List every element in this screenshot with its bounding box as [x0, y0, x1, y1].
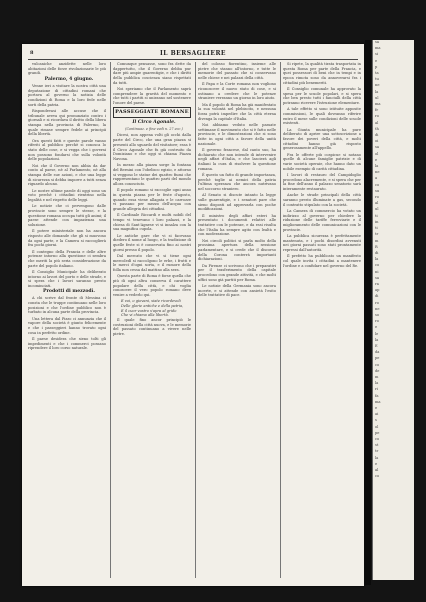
strip-line: ro — [375, 195, 379, 200]
paragraph: Il Cardinale Riccardi e molti nobili del tempo vi tenevano i loro palazzi, e la chiesa di Sant'Agnese vi si innalza con la sua magnifica cupola. — [113, 213, 191, 232]
masthead-title: IL BERSAGLIERE — [159, 50, 226, 57]
paragraph: A tale effetto si sono istituite apposite commissioni, le quali dovranno riferire entro il mese sulle condizioni delle scuole esistenti. — [283, 107, 361, 126]
newspaper-page — [22, 44, 364, 586]
strip-line: le — [375, 331, 379, 336]
strip-line: tu — [375, 77, 379, 82]
strip-line: sa — [375, 145, 379, 150]
strip-line: la — [375, 164, 379, 169]
strip-line: ap — [375, 288, 380, 293]
strip-line: co — [375, 437, 380, 441]
paragraph: Le nostre ultime parole di oggi sono un voto perchè i cittadini rientrino nella legalità e nel rispetto delle leggi. — [28, 188, 106, 202]
strip-line: ti — [375, 226, 378, 231]
strip-line: ro — [375, 319, 379, 324]
strip-line: m — [375, 374, 379, 379]
adjacent-page-strip — [372, 40, 414, 580]
paragraph: Venne ieri a visitare la nostra città una deputazione di cittadini romani che portava al governo la notizia delle condizioni di Roma e la loro fede nelle sorti della patria. — [28, 83, 106, 107]
paragraph: Dicesi, non appena volti gli occhi dalla parte del Circo, che una gran piazza si presenti allo sguardo del visitatore; essa è il Circo Agonale che fu già costruito da Domiziano e che oggi si chiama Piazza Navona. — [113, 133, 191, 161]
strip-text — [372, 40, 414, 479]
column-3 — [198, 62, 276, 578]
strip-line: ne — [375, 83, 380, 88]
strip-line: ta — [375, 71, 379, 76]
strip-line: sa — [375, 40, 379, 44]
strip-line: ul — [375, 207, 379, 212]
strip-line: tr — [375, 232, 379, 237]
paragraph: Il potere ministeriale non ha ancora risposto alle domande che gli si muovono da ogni parte, e la Camera si raccoglierà fra pochi giorni. — [28, 229, 106, 248]
strip-line: p — [375, 64, 378, 69]
strip-line: la — [375, 455, 379, 460]
paragraph: Dal mercato che vi si tiene ogni mercoledì si raccolgono le erbe, i frutti e le merci d'ogni sorta, e il rumore della folla non cessa dal mattino alla sera. — [113, 253, 191, 272]
strip-line: co — [375, 263, 380, 268]
verse-line: E il cuor vostro s'apra al grido — [121, 308, 177, 313]
strip-line: ol — [375, 151, 379, 156]
strip-line: la — [375, 89, 379, 94]
paragraph: Le notizie che ci pervengono dalle provincie sono sempre le stesse, e la questione romana occupa tutti gli animi; il paese attende con impazienza una soluzione. — [28, 204, 106, 227]
paragraph: Il Consiglio Municipale ha deliberato intorno ai lavori del porto e delle strade, e si spera che i lavori saranno presto incominciati. — [28, 269, 106, 288]
strip-line: di — [375, 294, 379, 299]
paragraph: Rispondevasi alle accuse che il tribunale aveva qui pronunziato contro i giornali e si ricordava il diritto della libera stampa nella provincia di Palermo, la quale rimase sempre fedele ai principii della libertà. — [28, 108, 106, 137]
paragraph: Noi abbiamo veduto nelle passate settimane il movimento che si è fatto nelle provincie, e le dimostrazioni che si sono fatte in ogni città a favore della unità nazionale. — [198, 122, 276, 146]
strip-line: ne — [375, 170, 380, 175]
strip-line: tr — [375, 449, 379, 454]
paragraph: Noi speriamo che il Parlamento saprà comprendere la gravità del momento e che tutti i partiti si uniranno nel sostenere l'onore del paese. — [113, 87, 191, 106]
strip-line: si — [375, 52, 378, 57]
strip-line: so — [375, 312, 380, 317]
paragraph: È questo un fatto di grande importanza, perchè toglie ai nemici della patria l'ultima speranza che ancora nutrivano nel soccorso straniero. — [198, 172, 276, 192]
article-subhead: Il Circo Agonale. — [132, 120, 176, 126]
strip-line: pe — [375, 430, 380, 435]
paragraph: Il quale fino ancor principiò le costruzioni della città nuova, e le memorie del passato continuano a vivere nelle pietre. — [113, 317, 191, 337]
strip-line: di — [375, 133, 379, 138]
column-4 — [283, 62, 361, 578]
strip-line: ma — [375, 46, 381, 51]
paragraph: Noi che il Governo non abbia da dar conto al paese, nè al Parlamento, nè alla stampa delle sue azioni, e che una legge di sicurezza si debba imporre a tutti senza riguardo alcuno. — [28, 163, 106, 187]
strip-line: in — [375, 219, 379, 224]
strip-line: ti — [375, 213, 378, 218]
strip-line: ro — [375, 114, 379, 119]
paragraph: Nei circoli politici si parla molto della prossima apertura della sessione parlamentare, e si crede che il discorso della Corona conterrà importanti dichiarazioni. — [198, 238, 276, 262]
verse-line: Delle glorie antiche e della patria, — [121, 303, 184, 308]
paragraph: Il Consiglio comunale ha approvato la spesa per le scuole popolari, e si spera che ben presto tutti i fanciulli della città potranno ricevere l'istruzione elementare. — [283, 87, 361, 106]
paragraph: del colosso fiorentino, insieme alle pietre che stanno all'intorno, e tutte le memorie del passato che si conservano nelle chiese e nei palazzi della città. — [198, 62, 276, 81]
article-heading: Prodotti di mezzodì. — [43, 289, 95, 295]
paragraph: Ora questi fatti e queste parole vanno riferiti al pubblico perchè si conosca lo stato delle cose, e si vegga che i governi non possono fondarsi che sulla volontà delle popolazioni. — [28, 138, 106, 162]
strip-line: ne — [375, 306, 380, 311]
header-rule — [28, 59, 358, 60]
paragraph: Comunque pensasse, sono fra dette da dappertutto, che il Governo debba pur dare più ampie guarentigie, e che i diritti della pubblica coscienza siano rispettati da tutti. — [113, 62, 191, 85]
article-note: (Continuaz. e fine vedi n. 27 ecc.) — [125, 127, 183, 132]
strip-line: e — [375, 157, 378, 162]
paragraph: In mezzo alla piazza sorge la fontana del Bernini con l'obelisco egizio, e attorno si veggono le statue dei quattro fiumi che rappresentano le quattro parti del mondo allora conosciuto. — [113, 163, 191, 186]
strip-line: e — [375, 58, 378, 63]
strip-line: ri — [375, 387, 378, 392]
strip-line: ra — [375, 281, 379, 286]
strip-line: st — [375, 443, 379, 448]
column-divider — [280, 62, 281, 578]
paragraph: Il Papa e la Corte romana non vogliono riconoscere il nuovo stato di cose, e si ostinano a credere che le potenze straniere verranno un giorno in loro aiuto. — [198, 82, 276, 101]
strip-line: e — [375, 325, 378, 330]
strip-line: sa — [375, 275, 379, 280]
strip-line: co — [375, 362, 380, 367]
paragraph: I lavori di restauro del Campidoglio procedono alacremente, e si spera che per la fine dell'anno il palazzo senatorio sarà interamente restaurato. — [283, 172, 361, 192]
paragraph: Anche le strade principali della città saranno presto illuminate a gas, secondo il contratto stipulato con la società. — [283, 193, 361, 207]
strip-line: ro — [375, 300, 379, 305]
page-number: 8 — [30, 50, 34, 56]
paragraph: Il governo francese, dal canto suo, ha dichiarato che non intende di intervenire negli affari d'Italia, e che lascierà agli italiani la cura di risolvere la questione romana. — [198, 147, 276, 171]
verse-line: E voi, o giovani, siate ricordevoli — [121, 299, 181, 304]
paragraph: Una lettera dal Pizzo ci annunzia che il vapore della società è giunto felicemente e che i passeggieri hanno trovato ogni cosa in perfetto ordine. — [28, 316, 106, 335]
strip-line: de — [375, 368, 380, 373]
strip-line: su — [375, 188, 380, 193]
strip-line: la — [375, 381, 379, 386]
paragraph: Si ripete, la qualità tirata trasportata in questa Roma per parte della Francia, e quei possessori di beni che in tempi e in epoca rimota sono da annoverarsi fra i cittadini più benemeriti. — [283, 62, 361, 85]
paragraph: Da Firenze ci scrivono che i preparativi per il trasferimento della capitale procedono con grande attività, e che molti uffici sono già partiti per Roma. — [198, 263, 276, 282]
paragraph: Il contegno della Francia e delle altre potenze intorno alla questione ci sembra che meriti la più seria considerazione da parte del popolo italiano. — [28, 249, 106, 268]
strip-line: la — [375, 337, 379, 342]
paragraph: Al Senato si discute intanto la legge sulle guarentigie, e i senatori pare che sieno disposti ad approvarla con poche modificazioni. — [198, 193, 276, 212]
paragraph: Ma il popolo di Roma ha già manifestato la sua volontà nel plebiscito, e nessuna forza potrà impedire che la città eterna divenga la capitale d'Italia. — [198, 102, 276, 121]
strip-line: ni — [375, 269, 379, 274]
paragraph: Il prefetto ha pubblicato un manifesto col quale invita i cittadini a mantenere l'ordine e a confidare nel governo del Re. — [283, 254, 361, 268]
strip-line: ai — [375, 412, 379, 417]
paragraph: A chi scrive dal fronte di Messina ci consta che le truppe continuano nelle loro posizioni e che l'ordine pubblico non è turbato in alcuna parte della provincia. — [28, 296, 106, 315]
verse-line: Che vi chiama alla libertà. — [121, 313, 169, 318]
paragraph: La pubblica sicurezza è perfettamente mantenuta, e i pochi disordini avvenuti nei giorni passati sono stati prontamente repressi dall'autorità. — [283, 233, 361, 253]
strip-line: e — [375, 461, 378, 466]
paragraph: Le antiche gare che vi si facevano diedero il nome al luogo, e la tradizione di quelle feste si è conservata fino ai nostri giorni presso il popolo. — [113, 233, 191, 252]
strip-line: th — [375, 126, 379, 131]
section-title-box: PASSEGGIATE ROMANE — [113, 107, 191, 118]
strip-line: ma — [375, 102, 381, 107]
strip-line: co — [375, 182, 380, 187]
strip-line: s — [375, 418, 377, 423]
paragraph: La Camera di commercio ha votato un indirizzo al governo per chiedere la riduzione delle tariffe ferroviarie e il miglioramento delle comunicazioni con le provincie. — [283, 208, 361, 232]
strip-line: a — [375, 176, 378, 181]
strip-line: E — [375, 343, 378, 348]
strip-line: e — [375, 405, 378, 410]
paragraph: Il popolo romano si raccoglie ogni anno in questa piazza per le feste d'agosto, quando essa viene allagata e le carrozze vi passano per mezzo dell'acqua con grande allegria dei cittadini. — [113, 188, 191, 211]
paragraph: Le notizie della Germania sono ancora incerte, e si attende con ansietà l'esito delle trattative di pace. — [198, 283, 276, 298]
column-1 — [28, 62, 106, 578]
strip-line: oi — [375, 139, 379, 144]
strip-line: co — [375, 474, 380, 479]
strip-line: m — [375, 238, 379, 243]
book-spine-gutter — [365, 40, 371, 585]
strip-line: fr — [375, 108, 379, 113]
column-2 — [113, 62, 191, 578]
strip-line: ma — [375, 399, 381, 404]
paragraph: Fra le offerte più cospicue si notano quelle di alcune famiglie patrizie e di varie società operaie, che hanno dato un nobile esempio di carità cittadina. — [283, 152, 361, 171]
paragraph: Il paese desidera che sieno tolti gli impedimenti e che i commerci possano riprendere il loro corso naturale. — [28, 336, 106, 351]
strip-line: al — [375, 120, 379, 125]
strip-line: al — [375, 201, 379, 206]
paragraph: La Giunta municipale ha pure deliberato di aprire una sottoscrizione a favore dei poveri della città, e molti cittadini hanno già risposto generosamente all'appello. — [283, 127, 361, 151]
strip-column-rule — [372, 40, 373, 580]
article-heading: Palermo, 4 giugno. — [44, 76, 94, 82]
paragraph: Questa parte di Roma è forse quella che più di ogni altra conserva il carattere popolare della città, e chi voglia conoscere il vero popolo romano deve venire a vederlo qui. — [113, 274, 191, 297]
strip-line: di — [375, 250, 379, 255]
column-divider — [195, 62, 196, 578]
paragraph: Il ministro degli affari esteri ha presentato i documenti relativi alle trattative con le potenze, e da essi risulta che l'Italia ha sempre agito con lealtà e con moderazione. — [198, 213, 276, 237]
strip-line: pe — [375, 356, 380, 361]
strip-line: ul — [375, 95, 379, 100]
strip-line: da — [375, 350, 380, 355]
strip-line: la — [375, 257, 379, 262]
strip-line: fa — [375, 393, 379, 398]
strip-line: al — [375, 468, 379, 473]
strip-line: R — [375, 244, 378, 249]
strip-line: ol — [375, 424, 379, 429]
paragraph: vulcaniche anzidette nelle loro abitazioni delle forze rivoluzionarie le più grandi. — [28, 62, 106, 76]
column-divider — [110, 62, 111, 578]
